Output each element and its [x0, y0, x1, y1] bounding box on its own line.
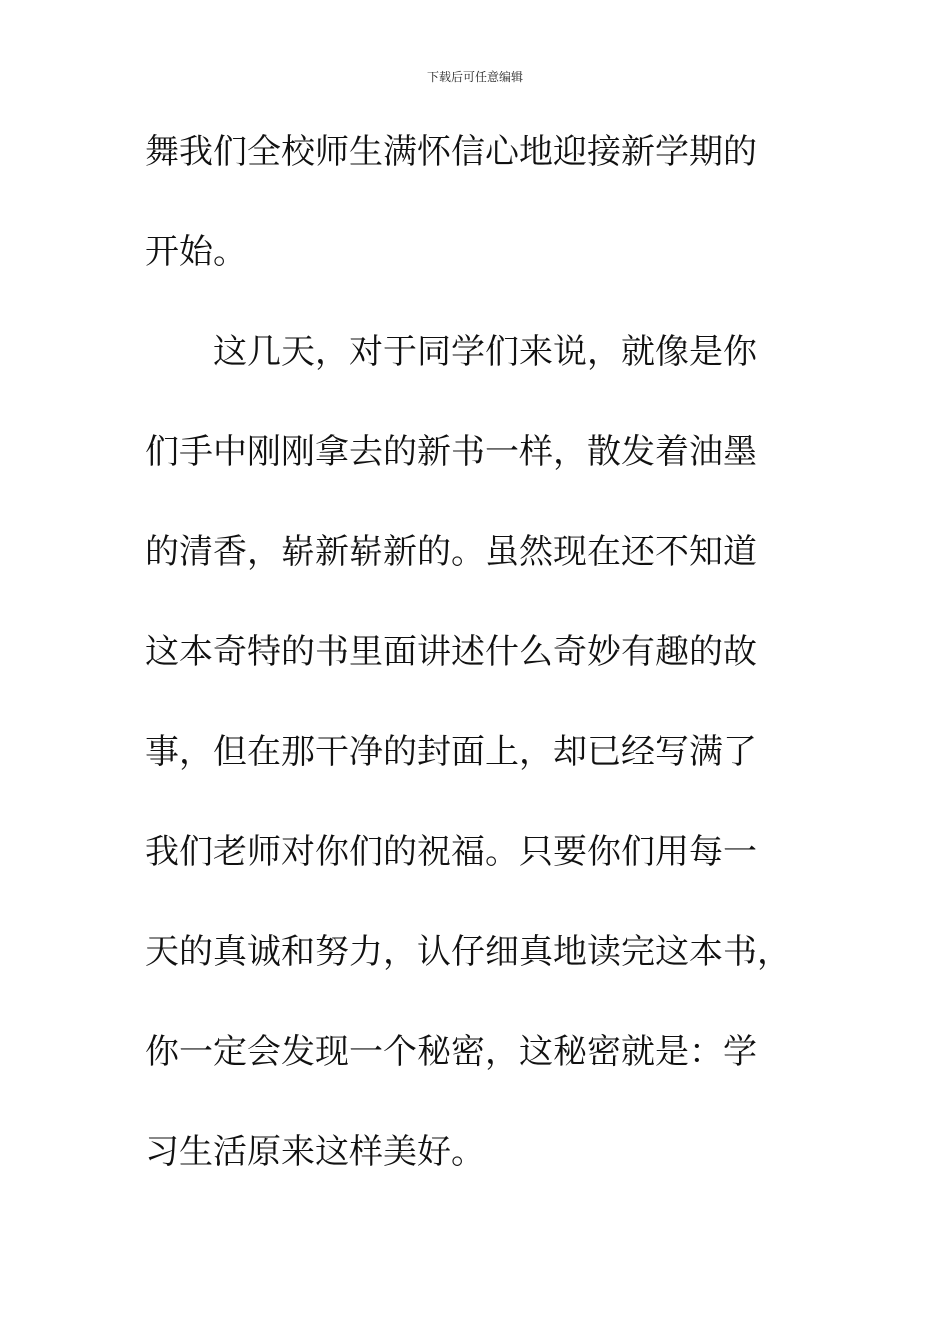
- text-line: 舞我们全校师生满怀信心地迎接新学期的: [145, 132, 757, 172]
- text-line: 这几天，对于同学们来说，就像是你: [145, 332, 757, 372]
- text-line: 的清香，崭新崭新的。虽然现在还不知道: [145, 532, 757, 572]
- text-line: 事，但在那干净的封面上，却已经写满了: [145, 732, 757, 772]
- header-note: 下载后可任意编辑: [426, 70, 523, 84]
- text-line: 天的真诚和努力，认仔细真地读完这本书，: [145, 932, 791, 972]
- body-text: [145, 122, 835, 1222]
- text-line: 习生活原来这样美好。: [145, 1132, 485, 1172]
- text-line: 们手中刚刚拿去的新书一样，散发着油墨: [145, 432, 757, 472]
- text-line: 开始。: [145, 232, 247, 272]
- text-line: 这本奇特的书里面讲述什么奇妙有趣的故: [145, 632, 757, 672]
- text-line: 我们老师对你们的祝福。只要你们用每一: [145, 832, 757, 872]
- text-line: 你一定会发现一个秘密，这秘密就是：学: [145, 1032, 757, 1072]
